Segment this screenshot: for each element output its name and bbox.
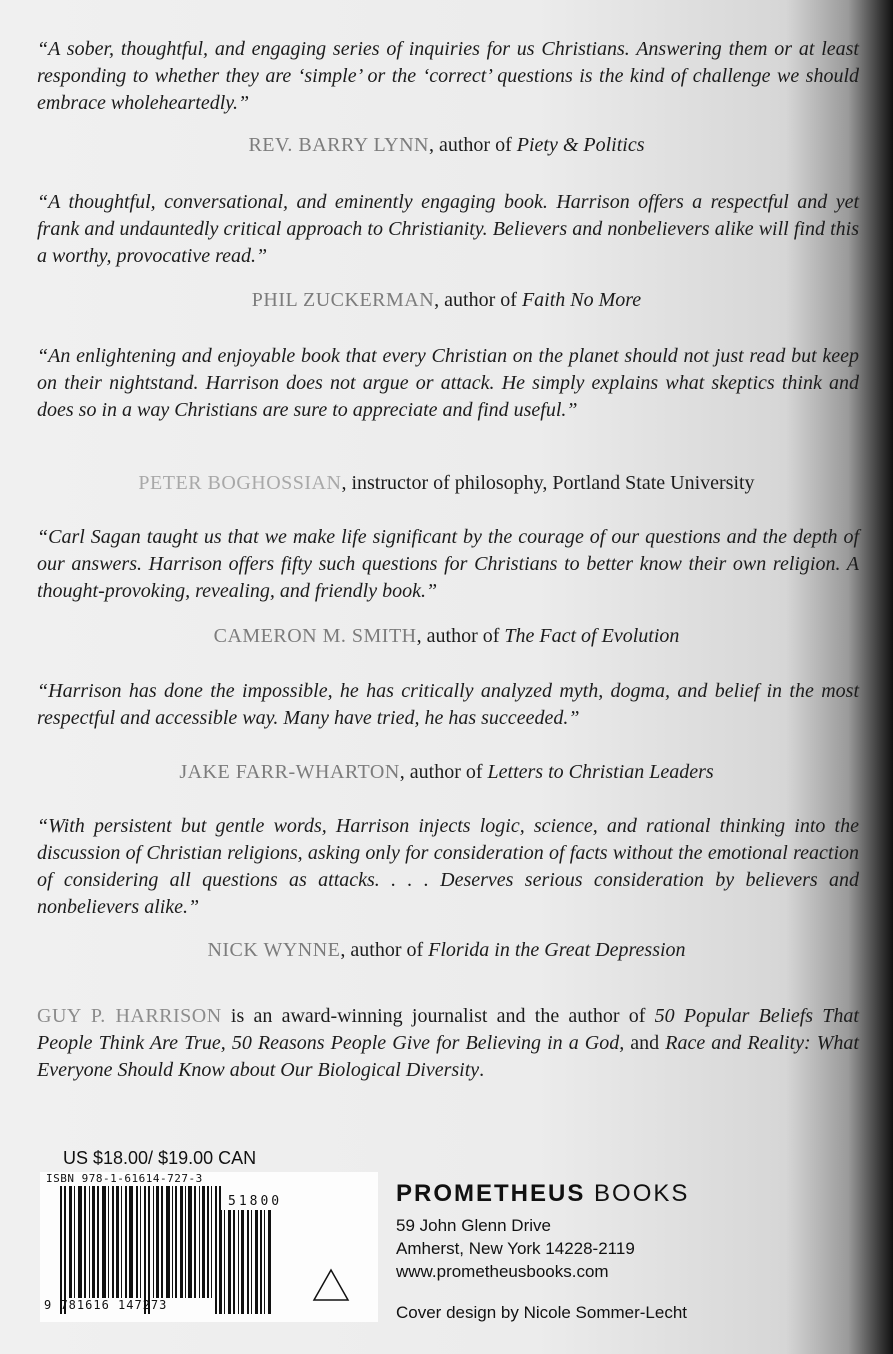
reviewer-role: , author of	[429, 134, 517, 156]
publisher-website: www.prometheusbooks.com	[396, 1262, 609, 1281]
isbn-number: ISBN 978-1-61614-727-3	[46, 1172, 203, 1185]
isbn-barcode	[40, 1172, 378, 1322]
blurb-quote-3: “An enlightening and enjoyable book that every Christian on the planet should not just read but keep on their nightstand. Harrison does not argue or attack. He simply explains what skeptics think and does so in a way Christians are sure to appreciate and find useful.”	[37, 345, 859, 421]
reviewer-role: , author of	[434, 289, 522, 311]
address-line-1: 59 John Glenn Drive	[396, 1216, 551, 1235]
reviewer-name: PHIL ZUCKERMAN	[251, 289, 435, 311]
reviewer-name: JAKE FARR-WHARTON	[179, 761, 400, 783]
blurb-attribution-6	[0, 938, 893, 962]
blurb-quote-5: “Harrison has done the impossible, he has critically analyzed myth, dogma, and belief in the most respectful and accessible way. Many have tried, he has succeeded.”	[37, 680, 859, 729]
reviewer-role: , instructor of philosophy, Portland State University	[341, 472, 755, 494]
bio-text: and	[624, 1032, 666, 1054]
blurb-attribution-3	[0, 471, 893, 495]
blurb-quote-6: “With persistent but gentle words, Harrison injects logic, science, and rational thinking into the discussion of Christian religions, asking only for consideration of facts without the emotional reaction of considering all questions as attacks. . . . Deserves serious consideration by believers and nonbelievers alike.”	[37, 815, 859, 918]
reviewer-name: CAMERON M. SMITH	[213, 625, 417, 647]
cover-design-credit: Cover design by Nicole Sommer-Lecht	[396, 1303, 688, 1322]
reviewer-name: REV. BARRY LYNN	[248, 134, 429, 156]
reviewer-role: , author of	[416, 625, 505, 647]
blurb-attribution-1	[0, 133, 893, 157]
bio-book-list: 50 Popular Beliefs That People Think Are True, 50 Reasons People Give for Believing in a God,	[37, 1005, 859, 1054]
address-line-2: Amherst, New York 14228-2119	[396, 1239, 635, 1258]
publisher-address	[396, 1214, 689, 1283]
reviewer-role: , author of	[399, 761, 488, 783]
blurb-quote-2: “A thoughtful, conversational, and eminently engaging book. Harrison offers a respectful and yet frank and undauntedly critical approach to Christianity. Believers and nonbelievers alike will find this a worthy, provocative read.”	[37, 191, 859, 267]
reviewer-role: , author of	[340, 939, 429, 961]
reviewer-name: NICK WYNNE	[207, 939, 341, 961]
triangle-icon	[312, 1268, 350, 1302]
publisher-block	[396, 1180, 689, 1283]
blurb-attribution-5	[0, 760, 893, 784]
blurb-attribution-4	[0, 624, 893, 648]
bio-text: is an award-winning journalist and the author of	[221, 1005, 655, 1027]
blurb-quote-4: “Carl Sagan taught us that we make life significant by the courage of our questions and the depth of our answers. Harrison offers fifty such questions for Christians to better know their own religion. A thought-provoking, revealing, and friendly book.”	[37, 526, 859, 602]
bio-book-title: Race and Reality: What Everyone Should Know about Our Biological Diversity	[37, 1032, 859, 1081]
reviewer-book-title: Piety & Politics	[516, 134, 645, 156]
barcode-price-code: 51800	[228, 1194, 283, 1209]
author-bio	[37, 1003, 859, 1084]
reviewer-book-title: Florida in the Great Depression	[428, 939, 686, 961]
reviewer-name: PETER BOGHOSSIAN	[138, 472, 342, 494]
barcode-digits: 9 781616 147273	[44, 1298, 168, 1312]
blurb-attribution-2	[0, 288, 893, 312]
reviewer-book-title: Letters to Christian Leaders	[487, 761, 714, 783]
publisher-name	[396, 1180, 689, 1208]
blurb-quote-1: “A sober, thoughtful, and engaging series of inquiries for us Christians. Answering them or at least responding to whether they are ‘simple’ or the ‘correct’ questions is the kind of challenge we should embrace wholeheartedly.”	[37, 38, 859, 114]
publisher-name-bold: PROMETHEUS	[396, 1180, 586, 1207]
publisher-name-light: BOOKS	[594, 1180, 690, 1207]
bio-text: .	[479, 1059, 485, 1081]
author-name: GUY P. HARRISON	[37, 1005, 222, 1027]
price-label: US $18.00/ $19.00 CAN	[63, 1148, 257, 1168]
reviewer-book-title: Faith No More	[521, 289, 642, 311]
reviewer-book-title: The Fact of Evolution	[504, 625, 680, 647]
